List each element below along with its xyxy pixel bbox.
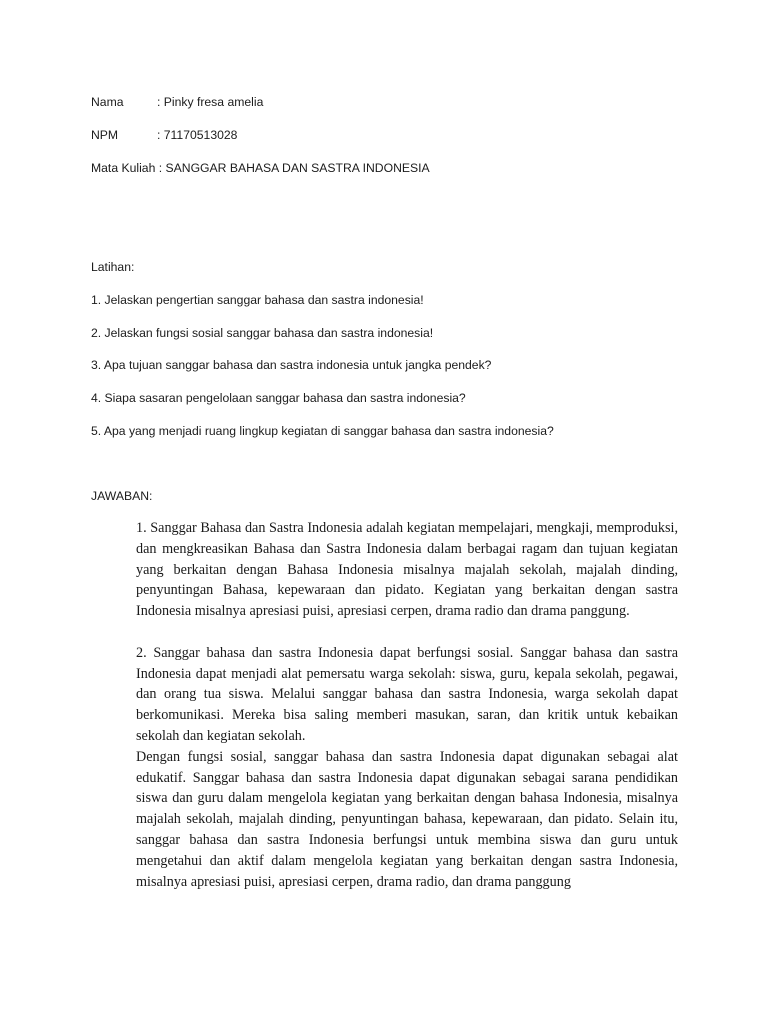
question-item: 3. Apa tujuan sanggar bahasa dan sastra indonesia untuk jangka pendek? [91,358,492,373]
jawaban-heading: JAWABAN: [91,489,153,503]
nama-label: Nama [91,95,124,109]
student-info [91,92,691,191]
answer-paragraph: Dengan fungsi sosial, sanggar bahasa dan sastra Indonesia dapat digunakan sebagai alat edukatif. Sanggar bahasa dan sastra Indonesia dapat digunakan sebagai sarana pendidikan siswa dan guru dalam mengelola kegiatan yang berkaitan dengan bahasa Indonesia, misalnya majalah sekolah, majalah dinding, penyuntingan bahasa, kepewaraan, dan pidato. Selain itu, sanggar bahasa dan sastra Indonesia berfungsi untuk membina siswa dan guru untuk mengetahui dan aktif dalam mengelola kegiatan yang berkaitan dengan sastra Indonesia, misalnya apresiasi puisi, apresiasi cerpen, drama radio, dan drama panggung [136,748,678,890]
nama-row [91,92,691,125]
npm-label: NPM [91,128,119,142]
answer-paragraph: 2. Sanggar bahasa dan sastra Indonesia dapat berfungsi sosial. Sanggar bahasa dan sastra Indonesia dapat menjadi alat pemersatu warga sekolah: siswa, guru, kepala sekolah, pegawai, dan orang tua siswa. Melalui sanggar bahasa dan sastra Indonesia, warga sekolah dapat berkomunikasi. Mereka bisa saling memberi masukan, saran, dan kritik untuk kebaikan sekolah dan kegiatan sekolah. [136,644,678,744]
matakuliah-label: Mata Kuliah [91,161,156,175]
latihan-heading: Latihan: [91,260,135,274]
question-item: 5. Apa yang menjadi ruang lingkup kegiatan di sanggar bahasa dan sastra indonesia? [91,423,554,438]
question-item: 2. Jelaskan fungsi sosial sanggar bahasa dan sastra indonesia! [91,325,434,340]
question-item: 4. Siapa sasaran pengelolaan sanggar bahasa dan sastra indonesia? [91,391,466,406]
question-item: 1. Jelaskan pengertian sanggar bahasa dan sastra indonesia! [91,292,424,307]
matakuliah-row [91,158,691,191]
nama-value: : Pinky fresa amelia [157,95,264,109]
answer-paragraph: 1. Sanggar Bahasa dan Sastra Indonesia adalah kegiatan mempelajari, mengkaji, memproduksi, dan mengkreasikan Bahasa dan Sastra Indonesia dalam berbagai ragam dan tujuan kegiatan yang berkaitan dengan Bahasa Indonesia misalnya majalah sekolah, majalah dinding, penyuntingan Bahasa, kepewaraan dan pidato. Kegiatan yang berkaitan dengan sastra Indonesia misalnya apresiasi puisi, apresiasi cerpen, drama radio dan drama panggung. [136,520,678,620]
npm-value: : 71170513028 [157,128,238,142]
npm-row [91,125,691,158]
latihan-section [91,257,711,454]
matakuliah-value: : SANGGAR BAHASA DAN SASTRA INDONESIA [158,161,430,175]
jawaban-section [136,518,678,892]
